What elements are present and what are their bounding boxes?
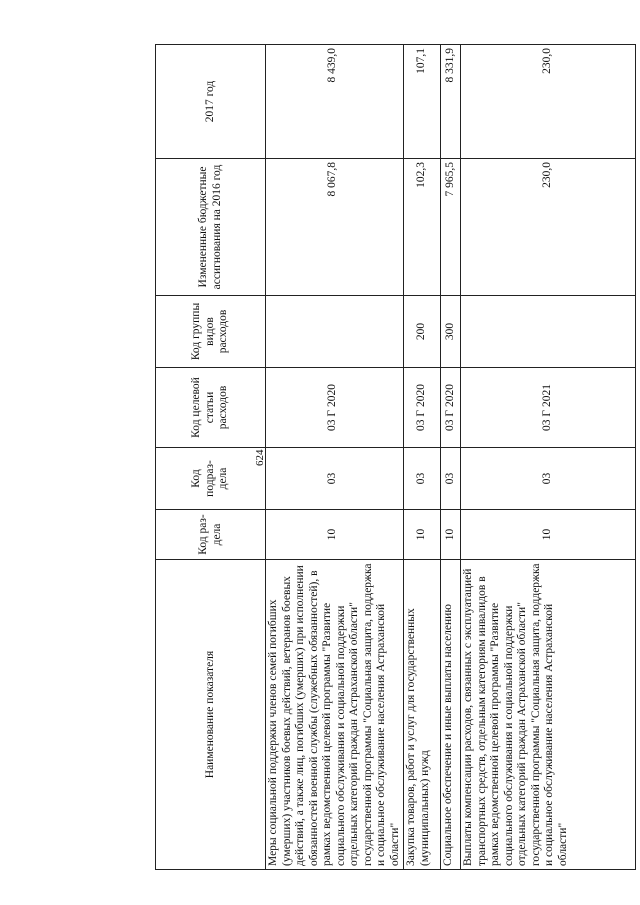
row-section-code: 10 (461, 510, 636, 560)
table-row (441, 45, 461, 870)
row-subsection-code: 03 (461, 448, 636, 510)
table-header-row (156, 45, 266, 870)
row-year-2017: 107,1 (404, 45, 441, 159)
row-year-2017: 8 331,9 (441, 45, 461, 159)
row-expense-group-code: 200 (404, 296, 441, 368)
row-budget-2016: 102,3 (404, 159, 441, 296)
row-subsection-code: 03 (404, 448, 441, 510)
header-target-article-code: Код целевой статьи расходов (156, 368, 266, 448)
header-expense-group-code: Код группы видов расходов (156, 296, 266, 368)
row-target-article-code: 03 Г 2021 (461, 368, 636, 448)
row-expense-group-code (266, 296, 404, 368)
header-section-code: Код раз-дела (156, 510, 266, 560)
row-expense-group-code: 300 (441, 296, 461, 368)
row-indicator-name: Закупка товаров, работ и услуг для государственных (муниципальных) нужд (404, 560, 441, 870)
row-indicator-name: Меры социальной поддержки членов семей погибших (умерших) участников боевых действий, ветеранов боевых действий, а также лиц, погибших (умерших) при исполнении обязанностей военной службы (служебных обязанностей), в рамках ведомственной целевой программы "Развитие социального обслуживания и социальной поддержки отдельных категорий граждан Астраханской области" государственной программы "Социальная защита, поддержка и социальное обслуживание населения Астраханской области" (266, 560, 404, 870)
header-year-2017: 2017 год (156, 45, 266, 159)
row-year-2017: 8 439,0 (266, 45, 404, 159)
page-number: 624 (254, 449, 266, 466)
row-section-code: 10 (266, 510, 404, 560)
row-budget-2016: 8 067,8 (266, 159, 404, 296)
row-target-article-code: 03 Г 2020 (266, 368, 404, 448)
budget-table (155, 44, 636, 870)
row-subsection-code: 03 (266, 448, 404, 510)
header-indicator-name: Наименование показателя (156, 560, 266, 870)
table-row (266, 45, 404, 870)
table-row (404, 45, 441, 870)
row-indicator-name: Социальное обеспечение и иные выплаты населению (441, 560, 461, 870)
header-subsection-code: Код подраз-дела (156, 448, 266, 510)
row-year-2017: 230,0 (461, 45, 636, 159)
header-budget-2016: Измененные бюджетные ассигнования на 2016 год (156, 159, 266, 296)
row-subsection-code: 03 (441, 448, 461, 510)
row-target-article-code: 03 Г 2020 (441, 368, 461, 448)
budget-table-container (155, 45, 569, 870)
row-target-article-code: 03 Г 2020 (404, 368, 441, 448)
row-section-code: 10 (441, 510, 461, 560)
row-indicator-name: Выплаты компенсации расходов, связанных с эксплуатацией транспортных средств, отдельным категориям инвалидов в рамках ведомственной целевой программы "Развитие социального обслуживания и социальной поддержки отдельных категорий граждан Астраханской области" государственной программы "Социальная защита, поддержка и социальное обслуживание населения Астраханской области" (461, 560, 636, 870)
table-row (461, 45, 636, 870)
row-budget-2016: 230,0 (461, 159, 636, 296)
row-budget-2016: 7 965,5 (441, 159, 461, 296)
row-section-code: 10 (404, 510, 441, 560)
row-expense-group-code (461, 296, 636, 368)
